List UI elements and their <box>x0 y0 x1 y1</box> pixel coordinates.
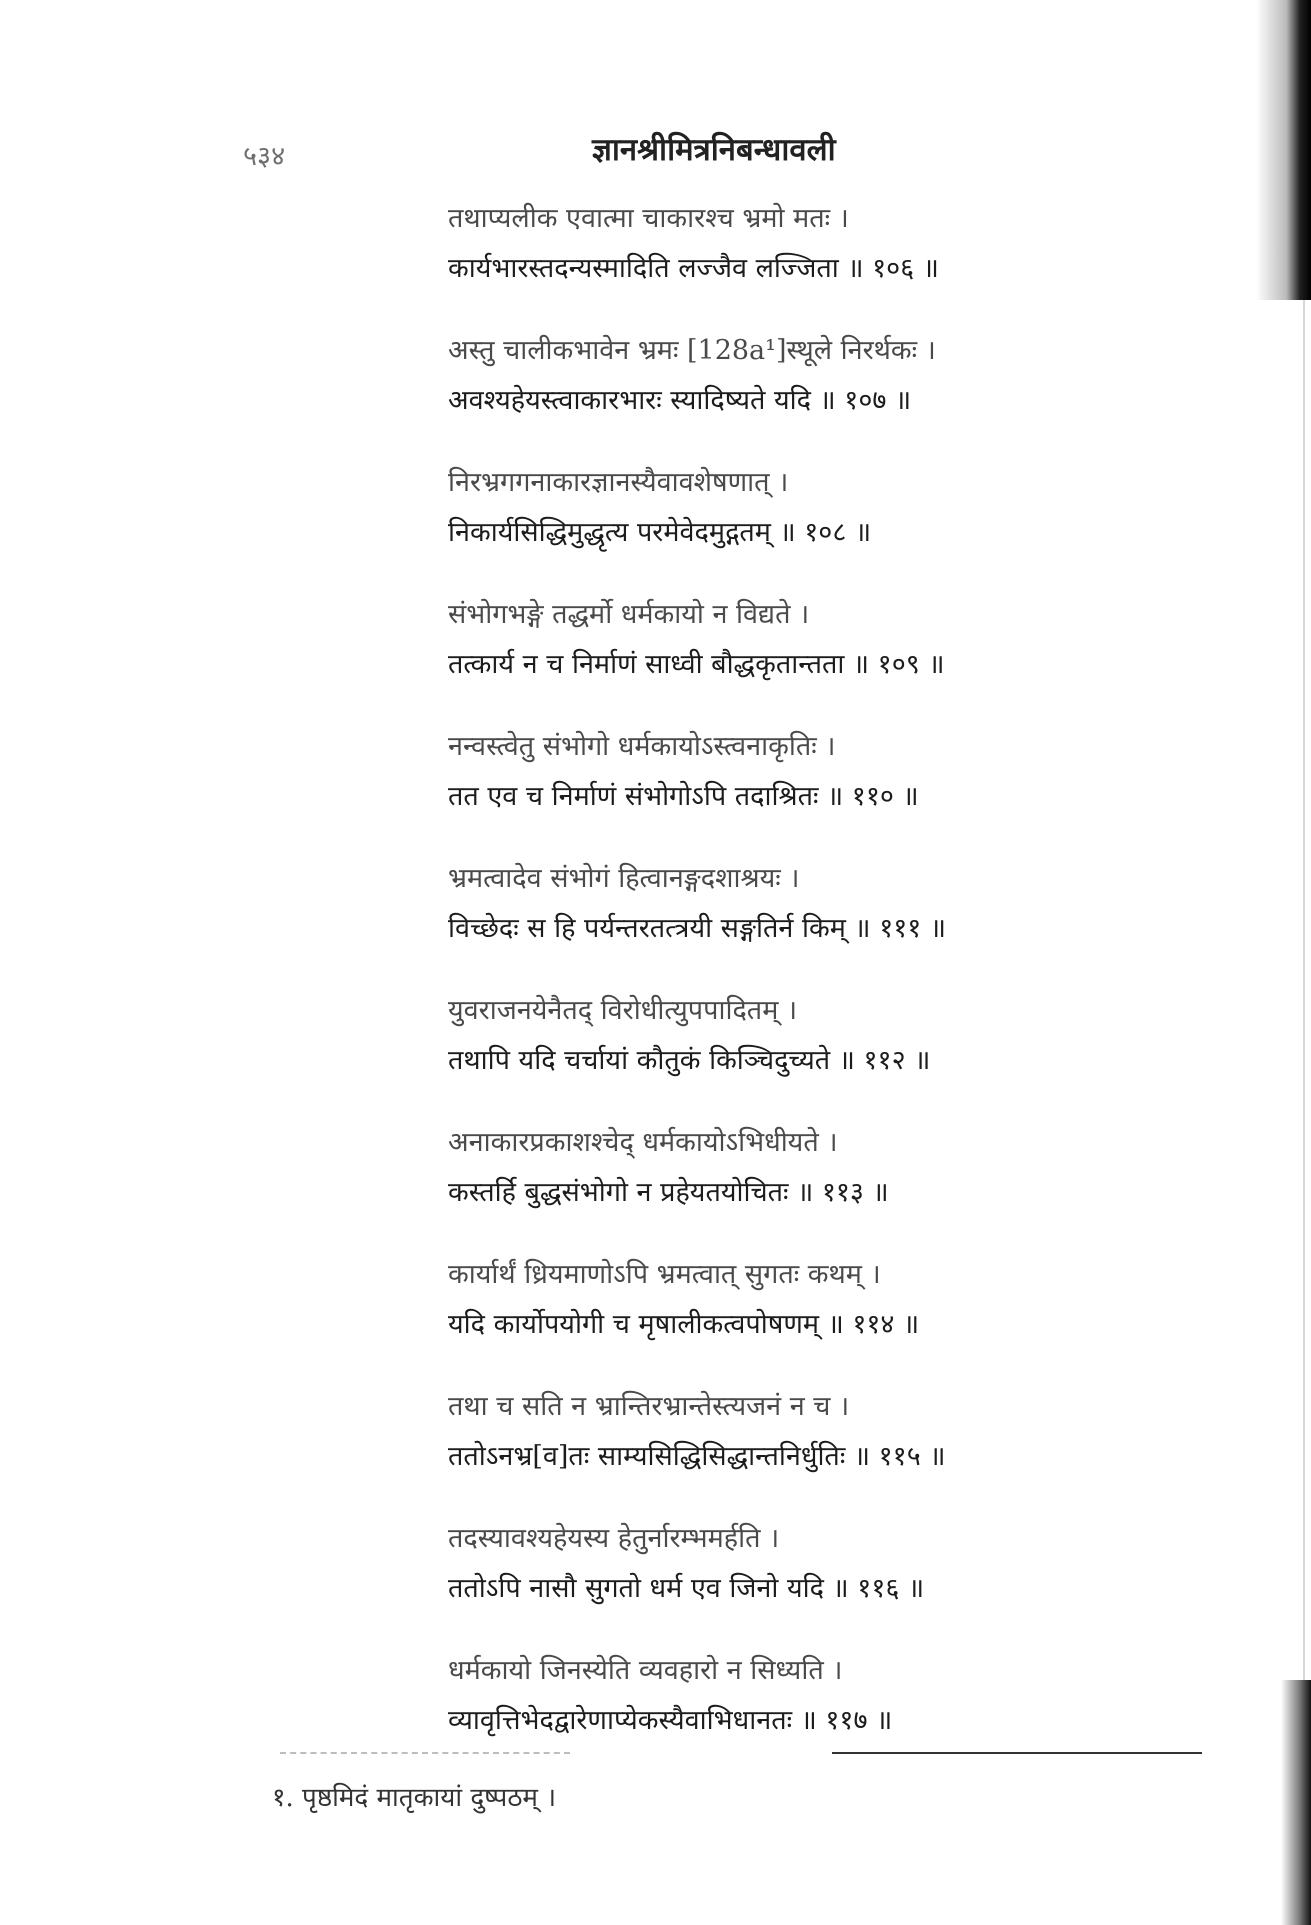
verse-line-second: यदि कार्योपयोगी च मृषालीकत्वपोषणम् ॥ ११४ ॥ <box>448 1309 920 1340</box>
verse-line-second: तत्कार्य न च निर्माणं साध्वी बौद्धकृतान्तता ॥ १०९ ॥ <box>448 649 945 680</box>
verse <box>448 322 1068 454</box>
footnote-rule-faint <box>280 1752 570 1754</box>
verse <box>448 586 1068 718</box>
verse-line-first: युवराजनयेनैतद् विरोधीत्युपपादितम् । <box>448 995 798 1026</box>
verse-line-first: अस्तु चालीकभावेन भ्रमः [128a¹]स्थूले निरर्थकः । <box>448 335 936 366</box>
running-head: ज्ञानश्रीमित्रनिबन्धावली <box>592 132 836 168</box>
verse <box>448 982 1068 1114</box>
verse-line-second: कस्तर्हि बुद्धसंभोगो न प्रहेयतयोचितः ॥ ११३ ॥ <box>448 1177 889 1208</box>
verse-line-second: अवश्यहेयस्त्वाकारभारः स्यादिष्यते यदि ॥ १०७ ॥ <box>448 385 912 416</box>
verse-line-first: तदस्यावश्यहेयस्य हेतुर्नारम्भमर्हति । <box>448 1523 780 1554</box>
page-number: ५३४ <box>243 141 286 172</box>
verse <box>448 1246 1068 1378</box>
page-edge-shadow-top <box>1256 0 1311 300</box>
verse <box>448 190 1068 322</box>
verse <box>448 1510 1068 1642</box>
verse <box>448 1642 1068 1774</box>
verse-line-second: निकार्यसिद्धिमुद्धृत्य परमेवेदमुद्गतम् ॥ १०८ ॥ <box>448 517 872 548</box>
verse-line-second: कार्यभारस्तदन्यस्मादिति लज्जैव लज्जिता ॥ १०६ ॥ <box>448 253 939 284</box>
verse-line-second: विच्छेदः स हि पर्यन्तरतत्त्रयी सङ्गतिर्न किम् ॥ १११ ॥ <box>448 913 947 944</box>
verse-line-first: संभोगभङ्गे तद्धर्मो धर्मकायो न विद्यते । <box>448 599 810 630</box>
verse-line-first: नन्वस्त्वेतु संभोगो धर्मकायोऽस्त्वनाकृतिः । <box>448 731 836 762</box>
verse-line-first: अनाकारप्रकाशश्चेद् धर्मकायोऽभिधीयते । <box>448 1127 838 1158</box>
page-edge-line <box>1303 300 1305 1680</box>
page-edge-shadow-bottom <box>1281 1680 1311 1925</box>
verse-line-second: तत एव च निर्माणं संभोगोऽपि तदाश्रितः ॥ ११० ॥ <box>448 781 919 812</box>
verse-line-second: ततोऽपि नासौ सुगतो धर्म एव जिनो यदि ॥ ११६ ॥ <box>448 1573 925 1604</box>
verse-line-second: तथापि यदि चर्चायां कौतुकं किञ्चिदुच्यते ॥ ११२ ॥ <box>448 1045 931 1076</box>
footnote-rule <box>832 1752 1202 1754</box>
verse-line-first: तथाप्यलीक एवात्मा चाकारश्च भ्रमो मतः । <box>448 203 849 234</box>
verse-line-first: धर्मकायो जिनस्येति व्यवहारो न सिध्यति । <box>448 1655 843 1686</box>
verse-line-first: तथा च सति न भ्रान्तिरभ्रान्तेस्त्यजनं न च । <box>448 1391 850 1422</box>
verse <box>448 454 1068 586</box>
verse <box>448 850 1068 982</box>
verse-block <box>448 190 1068 1774</box>
verse-line-first: भ्रमत्वादेव संभोगं हित्वानङ्गदशाश्रयः । <box>448 863 800 894</box>
verse <box>448 1378 1068 1510</box>
verse <box>448 1114 1068 1246</box>
footnote: १. पृष्ठमिदं मातृकायां दुष्पठम् । <box>272 1783 557 1813</box>
verse <box>448 718 1068 850</box>
verse-line-second: व्यावृत्तिभेदद्वारेणाप्येकस्यैवाभिधानतः ॥ ११७ ॥ <box>448 1705 893 1736</box>
verse-line-first: निरभ्रगगनाकारज्ञानस्यैवावशेषणात् । <box>448 467 789 498</box>
verse-line-second: ततोऽनभ्र[व]तः साम्यसिद्धिसिद्धान्तनिर्धुतिः ॥ ११५ ॥ <box>448 1441 946 1472</box>
verse-line-first: कार्यार्थं ध्रियमाणोऽपि भ्रमत्वात् सुगतः कथम् । <box>448 1259 881 1290</box>
